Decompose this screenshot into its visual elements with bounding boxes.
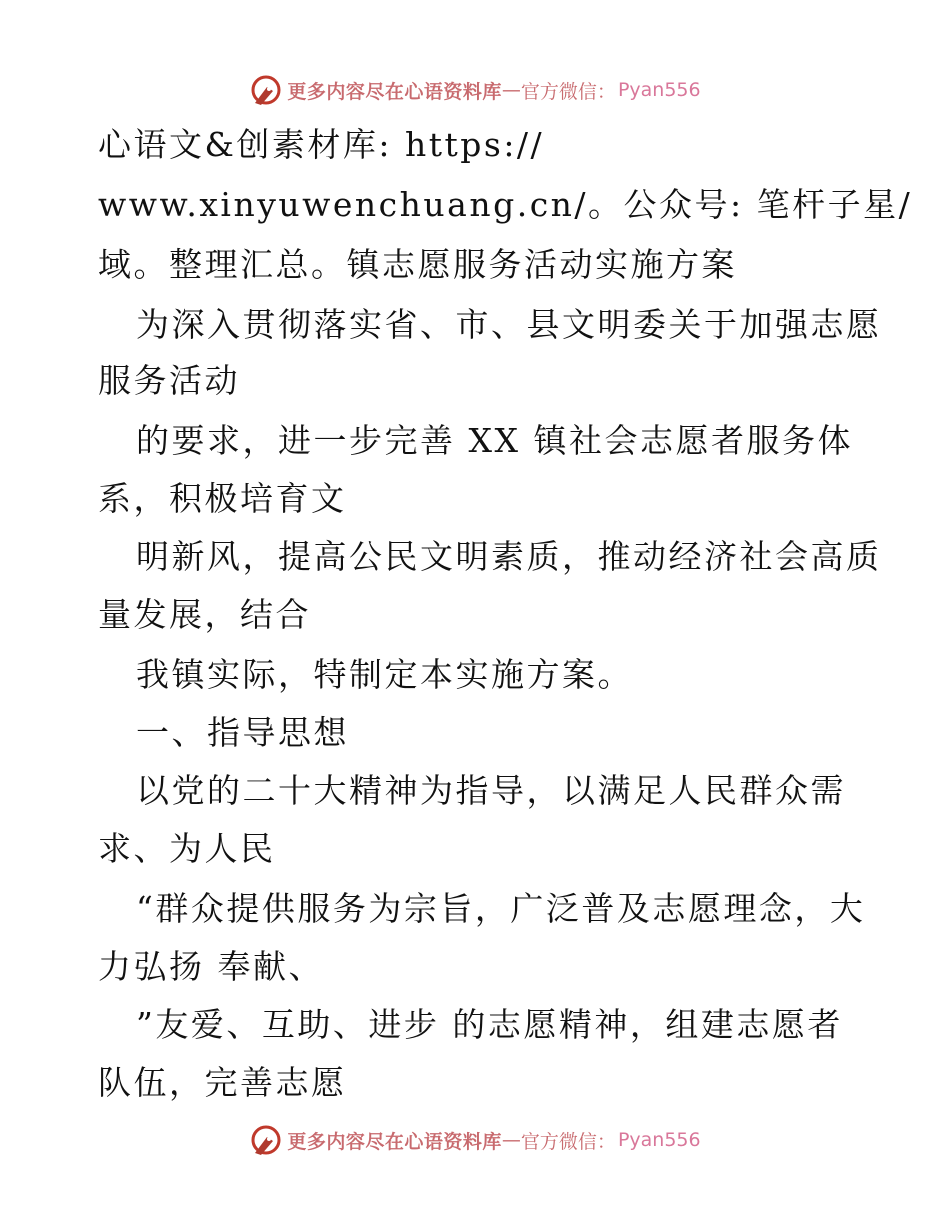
pen-nib-circle-icon [249,73,283,107]
text-line: 以党的二十大精神为指导，以满足人民群众需 [136,771,846,810]
text-line: www.xinyuwenchuang.cn/。公众号: 笔杆子星/ [98,185,913,224]
text-line: 量发展，结合 [98,595,311,634]
text-line: 为深入贯彻落实省、市、县文明委关于加强志愿 [136,305,882,344]
text-line: 力弘扬 奉献、 [98,947,324,986]
text-line: “群众提供服务为宗旨，广泛普及志愿理念，大 [136,889,866,928]
text-line: 求、为人民 [98,829,276,868]
watermark-sub-text: 官方微信： [520,80,616,103]
pen-nib-circle-icon [249,1123,283,1157]
watermark-main-text: 更多内容尽在心语资料库 [287,1130,502,1153]
watermark-main-text: 更多内容尽在心语资料库 [287,80,502,103]
text-line: 队伍，完善志愿 [98,1063,347,1102]
text-line: 服务活动 [98,361,240,400]
text-line: 系，积极培育文 [98,479,347,518]
footer-watermark [0,1120,950,1160]
text-line: ”友爱、互助、进步 的志愿精神，组建志愿者 [136,1005,843,1044]
text-line: 我镇实际，特制定本实施方案。 [136,655,633,694]
watermark-wechat-id: Pyan556 [617,1129,701,1151]
text-line: 域。整理汇总。镇志愿服务活动实施方案 [98,245,737,284]
watermark-separator: — [501,1129,521,1151]
header-watermark [0,70,950,110]
text-line: 明新风，提高公民文明素质，推动经济社会高质 [136,537,882,576]
watermark-separator: — [501,79,521,101]
watermark-sub-text: 官方微信： [520,1130,616,1153]
text-line: 的要求，进一步完善 XX 镇社会志愿者服务体 [136,421,853,460]
section-heading: 一、指导思想 [136,713,349,752]
text-line: 心语文&创素材库: https:// [98,125,545,164]
watermark-wechat-id: Pyan556 [617,79,701,101]
